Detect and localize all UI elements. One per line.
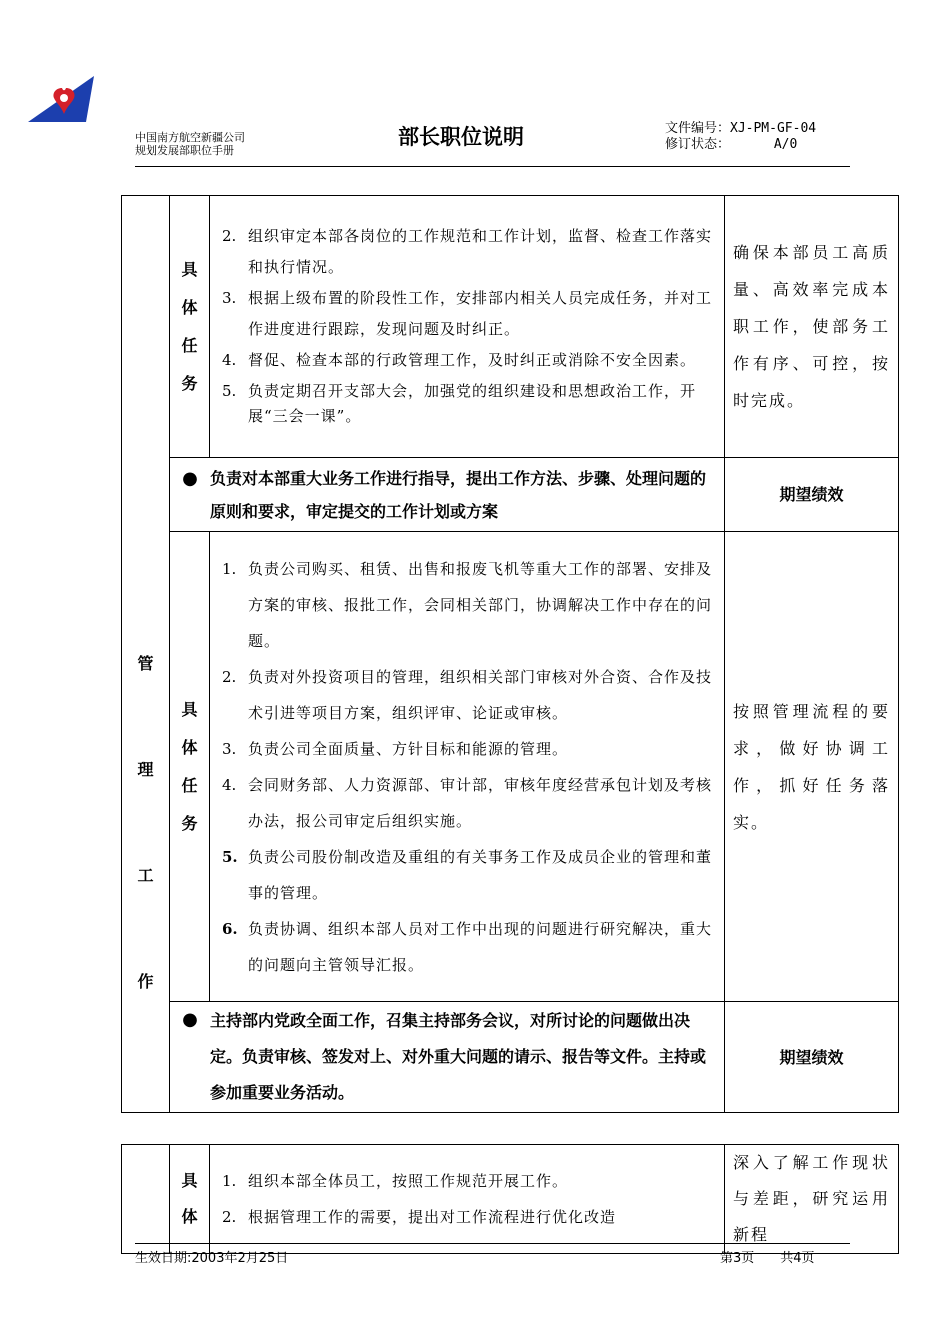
expected-result-1: 确保本部员工高质量、高效率完成本职工作，使部务工作有序、可控，按时完成。 <box>725 196 899 458</box>
performance-label-2: 期望绩效 <box>725 1002 899 1113</box>
list-item: 6. 负责协调、组织本部人员对工作中出现的问题进行研究解决，重大的问题向主管领导汇报。 <box>222 919 713 974</box>
list-item: 5. 负责公司股份制改造及重组的有关事务工作及成员企业的管理和董事的管理。 <box>222 847 713 902</box>
section-label-management: 管 理 工 作 <box>122 196 170 1113</box>
header-rule <box>135 166 850 167</box>
bullet-icon: ● <box>182 1009 198 1030</box>
list-item: 4. 督促、检查本部的行政管理工作，及时纠正或消除不安全因素。 <box>222 351 697 369</box>
company-logo <box>28 76 96 124</box>
effective-date: 生效日期:2003年2月25日 <box>135 1251 289 1266</box>
expected-result-2: 按照管理流程的要求，做好协调工作，抓好任务落实。 <box>725 532 899 1002</box>
revision-value: A/0 <box>773 137 798 152</box>
list-item: 2. 根据管理工作的需要，提出对工作流程进行优化改造 <box>222 1208 617 1226</box>
duty-2: ● 负责对本部重大业务工作进行指导，提出工作方法、步骤、处理问题的原则和要求，审定提交的工作计划或方案 <box>170 458 725 532</box>
page-title: 部长职位说明 <box>398 125 524 149</box>
list-item: 4. 会同财务部、人力资源部、审计部，审核年度经营承包计划及考核办法，报公司审定后组织实施。 <box>222 775 713 830</box>
page-number: 第3页 共4页 <box>720 1251 815 1266</box>
bullet-icon: ● <box>182 467 198 489</box>
list-item: 3. 负责公司全面质量、方针目标和能源的管理。 <box>222 739 569 758</box>
duties-table-continued <box>121 1144 899 1254</box>
list-item: 1. 负责公司购买、租赁、出售和报废飞机等重大工作的部署、安排及方案的审核、报批工作，会同相关部门，协调解决工作中存在的问题。 <box>222 559 713 650</box>
task-label-2: 具 体 任 务 <box>170 532 210 1002</box>
list-item: 1. 组织本部全体员工，按照工作规范开展工作。 <box>222 1172 569 1190</box>
list-item: 2. 负责对外投资项目的管理，组织相关部门审核对外合资、合作及技术引进等项目方案，组织评审、论证或审核。 <box>222 667 713 722</box>
blank-cell <box>122 1145 170 1254</box>
footer-rule <box>135 1243 850 1244</box>
performance-label-1: 期望绩效 <box>725 458 899 532</box>
task-list-1 <box>210 196 725 458</box>
list-item: 5. 负责定期召开支部大会，加强党的组织建设和思想政治工作，开展“三会一课”。 <box>222 382 697 425</box>
company-name: 中国南方航空新疆公司 <box>135 131 245 144</box>
task-label-3: 具 体 <box>170 1145 210 1254</box>
duty-3: ● 主持部内党政全面工作，召集主持部务会议，对所讨论的问题做出决定。负责审核、签发对上、对外重大问题的请示、报告等文件。主持或参加重要业务活动。 <box>170 1002 725 1113</box>
manual-name: 规划发展部职位手册 <box>135 144 234 157</box>
task-list-3 <box>210 1145 725 1254</box>
list-item: 2. 组织审定本部各岗位的工作规范和工作计划，监督、检查工作落实和执行情况。 <box>222 227 713 276</box>
doc-number: 文件编号：XJ-PM-GF-04 <box>665 121 817 136</box>
revision-label: 修订状态： <box>665 137 731 152</box>
expected-result-3: 深入了解工作现状与差距，研究运用新程 <box>725 1145 899 1254</box>
duties-table <box>121 195 899 1113</box>
task-label-1: 具 体 任 务 <box>170 196 210 458</box>
task-list-2 <box>210 532 725 1002</box>
list-item: 3. 根据上级布置的阶段性工作，安排部内相关人员完成任务，并对工作进度进行跟踪，发现问题及时纠正。 <box>222 289 713 338</box>
